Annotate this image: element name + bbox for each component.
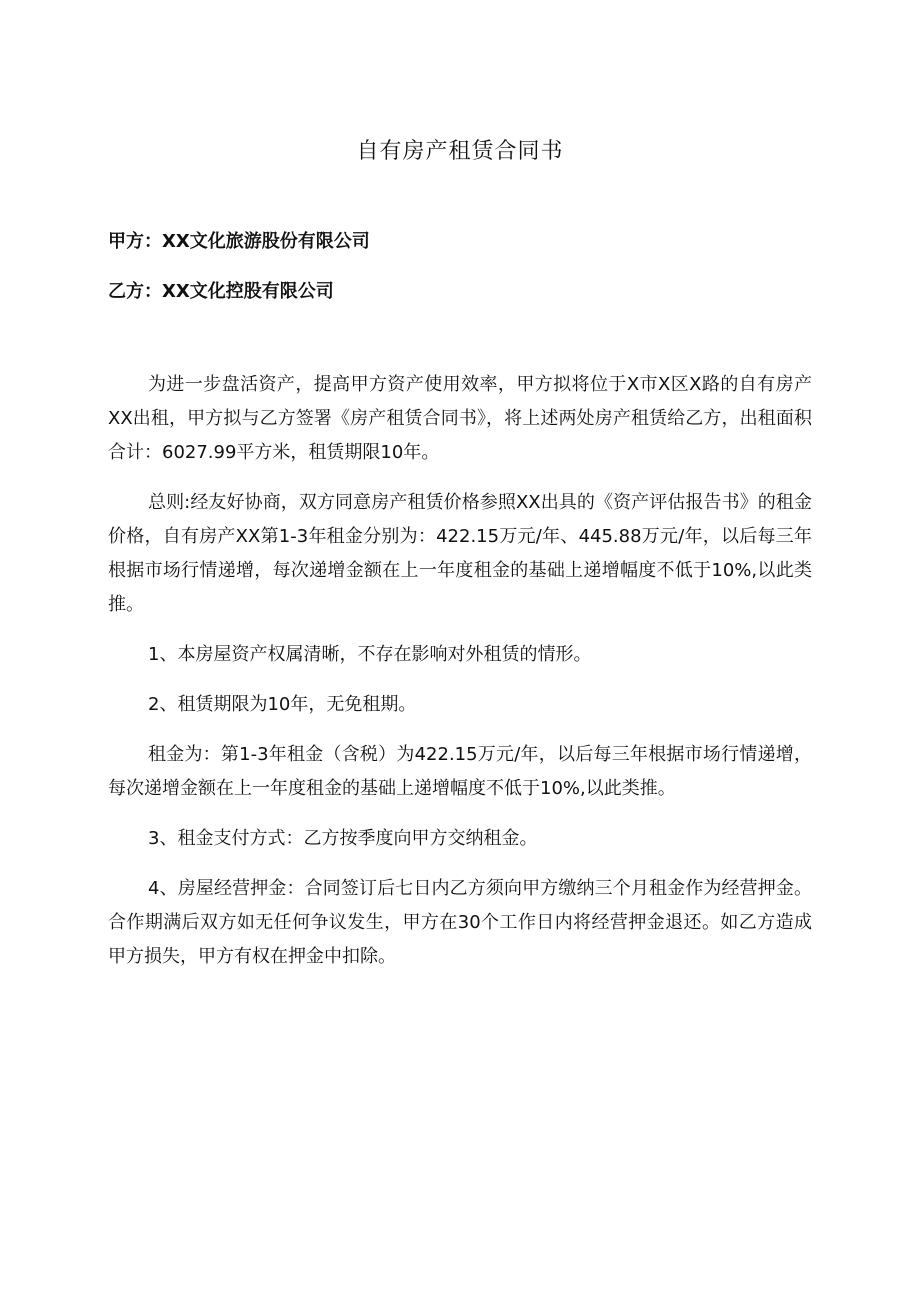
paragraph-clause-2: 2、租赁期限为10年，无免租期。 xyxy=(148,694,417,715)
paragraph-clause-1: 1、本房屋资产权属清晰，不存在影响对外租赁的情形。 xyxy=(148,644,592,665)
paragraph-intro: 为进一步盘活资产，提高甲方资产使用效率，甲方拟将位于X市X区X路的自有房产XX出租，甲方拟与乙方签署《房产租赁合同书》，将上述两处房产租赁给乙方，出租面积合计：6027.99平方米，租赁期限10年。 xyxy=(108,374,812,463)
paragraph-general-rules: 总则:经友好协商，双方同意房产租赁价格参照XX出具的《资产评估报告书》的租金价格，自有房产XX第1-3年租金分别为：422.15万元/年、445.88万元/年，以后每三年根据市场行情递增，每次递增金额在上一年度租金的基础上递增幅度不低于10%,以此类推。 xyxy=(108,492,812,615)
document-title: 自有房产租赁合同书 xyxy=(356,139,564,164)
paragraph-clause-4: 4、房屋经营押金：合同签订后七日内乙方须向甲方缴纳三个月租金作为经营押金。合作期满后双方如无任何争议发生，甲方在30个工作日内将经营押金退还。如乙方造成甲方损失，甲方有权在押金中扣除。 xyxy=(108,878,812,967)
contract-body xyxy=(108,368,812,990)
party-a: 甲方：XX文化旅游股份有限公司 xyxy=(108,231,370,252)
paragraph-clause-3: 3、租金支付方式：乙方按季度向甲方交纳租金。 xyxy=(148,828,538,849)
party-b: 乙方：XX文化控股有限公司 xyxy=(108,281,334,302)
paragraph-rent: 租金为：第1-3年租金（含税）为422.15万元/年，以后每三年根据市场行情递增，每次递增金额在上一年度租金的基础上递增幅度不低于10%,以此类推。 xyxy=(108,744,812,799)
